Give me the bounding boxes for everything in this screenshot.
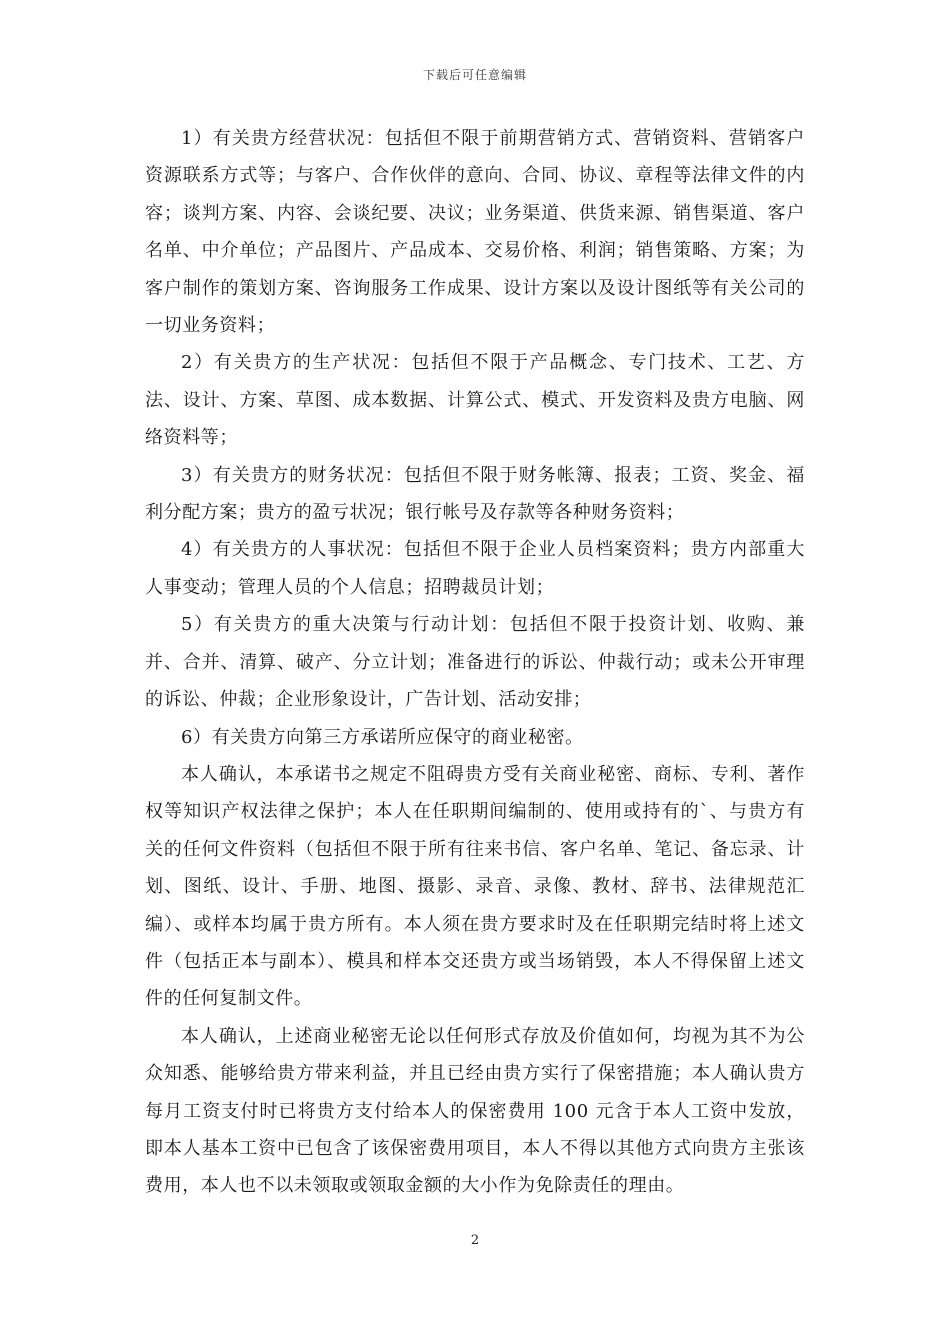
paragraph-confidentiality-fee: 本人确认，上述商业秘密无论以任何形式存放及价值如何，均视为其不为公众知悉、能够给贵方带来利益，并且已经由贵方实行了保密措施；本人确认贵方每月工资支付时已将贵方支付给本人的保密费用 100 元含于本人工资中发放，即本人基本工资中已包含了该保密费用项目，本人不得以其他方式向贵方主张该费用，本人也不以未领取或领取金额的大小作为免除责任的理由。	[145, 1025, 805, 1197]
paragraph-major-decisions: 5）有关贵方的重大决策与行动计划：包括但不限于投资计划、收购、兼并、合并、清算、破产、分立计划；准备进行的诉讼、仲裁行动；或未公开审理的诉讼、仲裁；企业形象设计，广告计划、活动安排；	[145, 614, 805, 711]
paragraph-business-status: 1）有关贵方经营状况：包括但不限于前期营销方式、营销资料、营销客户资源联系方式等；与客户、合作伙伴的意向、合同、协议、章程等法律文件的内容；谈判方案、内容、会谈纪要、决议；业务渠道、供货来源、销售渠道、客户名单、中介单位；产品图片、产品成本、交易价格、利润；销售策略、方案；为客户制作的策划方案、咨询服务工作成果、设计方案以及设计图纸等有关公司的一切业务资料；	[145, 128, 805, 337]
paragraph-production-status: 2）有关贵方的生产状况：包括但不限于产品概念、专门技术、工艺、方法、设计、方案、草图、成本数据、计算公式、模式、开发资料及贵方电脑、网络资料等；	[145, 352, 805, 449]
paragraph-ip-confirmation: 本人确认，本承诺书之规定不阻碍贵方受有关商业秘密、商标、专利、著作权等知识产权法律之保护；本人在任职期间编制的、使用或持有的`、与贵方有关的任何文件资料（包括但不限于所有往来书信、客户名单、笔记、备忘录、计划、图纸、设计、手册、地图、摄影、录音、录像、教材、辞书、法律规范汇编）、或样本均属于贵方所有。本人须在贵方要求时及在任职期完结时将上述文件（包括正本与副本）、模具和样本交还贵方或当场销毁，本人不得保留上述文件的任何复制文件。	[145, 763, 805, 1010]
document-body	[145, 120, 805, 1205]
page-number: 2	[470, 1233, 480, 1248]
page-header-note: 下载后可任意编辑	[422, 68, 527, 82]
paragraph-personnel-status: 4）有关贵方的人事状况：包括但不限于企业人员档案资料；贵方内部重大人事变动；管理人员的个人信息；招聘裁员计划；	[145, 539, 805, 598]
paragraph-third-party-secrets: 6）有关贵方向第三方承诺所应保守的商业秘密。	[181, 726, 584, 748]
paragraph-financial-status: 3）有关贵方的财务状况：包括但不限于财务帐簿、报表；工资、奖金、福利分配方案；贵方的盈亏状况；银行帐号及存款等各种财务资料；	[145, 464, 805, 524]
